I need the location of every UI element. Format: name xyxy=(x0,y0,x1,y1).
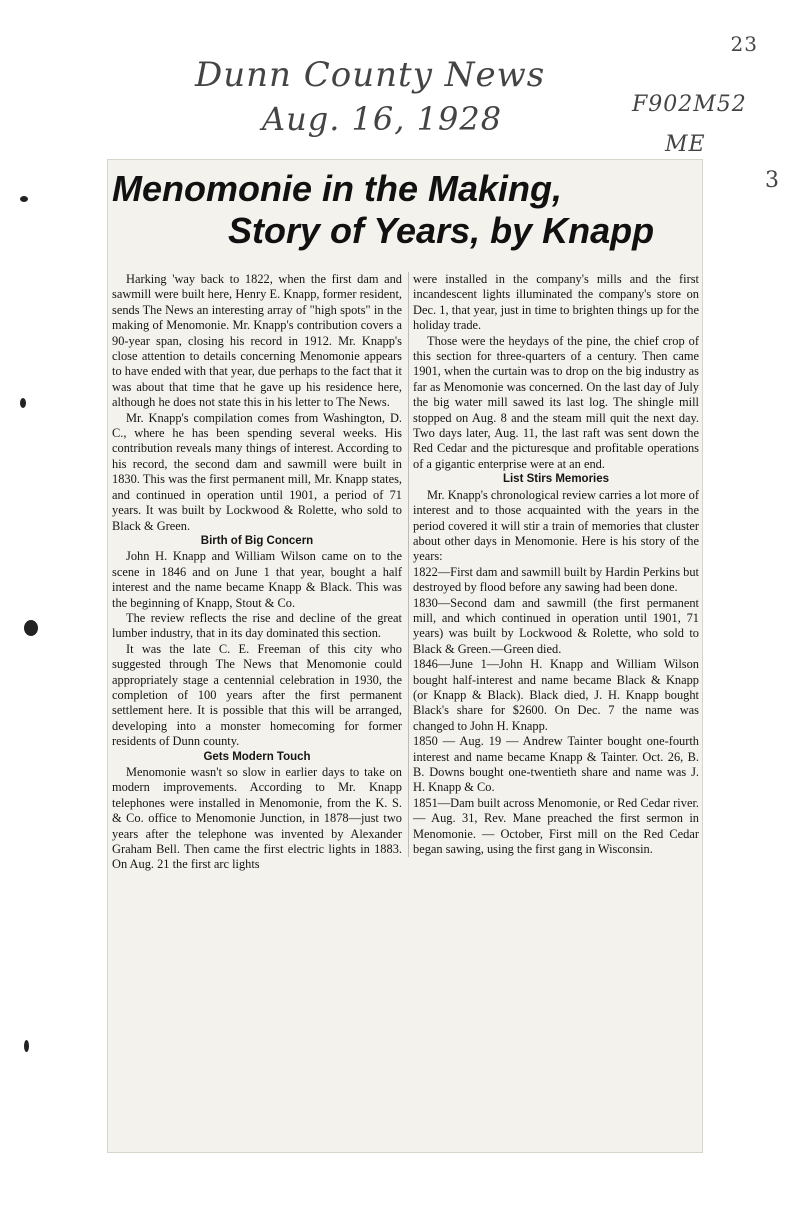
subheading: Gets Modern Touch xyxy=(203,750,311,763)
article-column-left xyxy=(112,272,402,873)
handwritten-date: Aug. 16, 1928 xyxy=(262,100,503,138)
paragraph: Harking 'way back to 1822, when the first dam and sawmill were built here, Henry E. Knapp, former resident, sends The News an interesting array of "high spots" in the making of Menomonie. Mr. Knapp's contribution covers a 90-year span, closing his record in 1912. Mr. Knapp's close attention to details concerning Menomonie appears to have ended with that year, due perhaps to the fact that it was about that time that he gave up his residence here, although he does not state this in his letter to The News. xyxy=(112,272,402,410)
margin-mark xyxy=(20,196,28,202)
sheet-number: 3 xyxy=(765,168,780,193)
paragraph: Mr. Knapp's chronological review carries a lot more of interest and to those acquainted with the years in the period covered it will stir a train of memories that cluster about other days in Menomonie. Here is his story of the years: xyxy=(413,487,699,564)
timeline-entry: 1830—Second dam and sawmill (the first permanent mill, and which continued in operation until 1901, 71 years) was built by Lockwood & Rolette, who sold to Black & Green.—Green died. xyxy=(413,595,699,656)
subheading: Birth of Big Concern xyxy=(200,534,314,547)
paragraph: The review reflects the rise and decline of the great lumber industry, that in its day dominated this section. xyxy=(112,610,402,641)
timeline-entry: 1851—Dam built across Menomonie, or Red Cedar river. — Aug. 31, Rev. Mane preached the first sermon in Menomonie. — October, First mill on the Red Cedar began sawing, using the first gang in Wisconsin. xyxy=(413,795,699,857)
newspaper-clipping xyxy=(108,160,702,1152)
page-number: 23 xyxy=(730,32,758,56)
timeline-entry: 1850 — Aug. 19 — Andrew Tainter bought one-fourth interest and name became Knapp & Tainter. Oct. 26, B. B. Downs bought one-twentieth share and name was J. H. Knapp & Co. xyxy=(413,734,699,795)
timeline-entry: 1846—June 1—John H. Knapp and William Wilson bought half-interest and name became Black & Knapp (or Knapp & Black). Black died, J. H. Knapp bought Black's share for $2600. On Dec. 7 the name was changed to John H. Knapp. xyxy=(413,657,699,733)
paragraph: It was the late C. E. Freeman of this city who suggested through The News that Menomonie could appropriately stage a centennial celebration in 1930, the completion of 100 years after the first permanent settlement here. It is possible that this will be arranged, developing into a monster homecoming for former residents of Dunn county. xyxy=(112,641,402,749)
call-number: F902M52 xyxy=(632,92,747,117)
paragraph: Mr. Knapp's compilation comes from Washington, D. C., where he has been spending several weeks. His contribution reveals many things of interest. According to his record, the second dam and sawmill were built in 1830. This was the first permanent mill, Mr. Knapp states, and continued in operation until 1901, a period of 71 years. It was built by Lockwood & Rolette, who sold to Black & Green. xyxy=(112,410,402,533)
margin-mark xyxy=(24,620,38,636)
margin-mark xyxy=(24,1040,29,1052)
headline-line-1: Menomonie in the Making, xyxy=(112,168,563,209)
handwritten-initials: ME xyxy=(665,132,706,157)
subheading: List Stirs Memories xyxy=(502,473,610,486)
timeline-entry: 1822—First dam and sawmill built by Hardin Perkins but destroyed by flood before any sawing had been done. xyxy=(413,564,699,595)
paragraph: Menomonie wasn't so slow in earlier days to take on modern improvements. According to Mr. Knapp telephones were installed in Menomonie, from the K. S. & Co. office to Menomonie Junction, in 1878—just two years after the telephone was invented by Alexander Graham Bell. Then came the first electric lights in 1883. On Aug. 21 the first arc lights xyxy=(112,765,402,872)
paragraph: were installed in the company's mills and the first incandescent lights illuminated the company's store on Dec. 1, that year, just in time to brighten things up for the holiday trade. xyxy=(413,272,699,333)
margin-mark xyxy=(20,398,26,408)
article-column-right xyxy=(408,272,699,857)
paragraph: John H. Knapp and William Wilson came on to the scene in 1846 and on June 1 that year, bought a half interest and the name became Knapp & Black. This was the beginning of Knapp, Stout & Co. xyxy=(112,549,402,610)
paragraph: Those were the heydays of the pine, the chief crop of this section for three-quarters of a century. Then came 1901, when the curtain was to drop on the big industry as far as Menomonie was concerned. On the last day of July the big water mill sawed its last log. The shingle mill stopped on Aug. 8 and the steam mill quit the next day. Two days later, Aug. 11, the last raft was sent down the Red Cedar and the picturesque and profitable operations of a gigantic enterprise were at an end. xyxy=(413,333,699,471)
headline-line-2: Story of Years, by Knapp xyxy=(228,210,655,251)
handwritten-source: Dunn County News xyxy=(195,55,546,95)
